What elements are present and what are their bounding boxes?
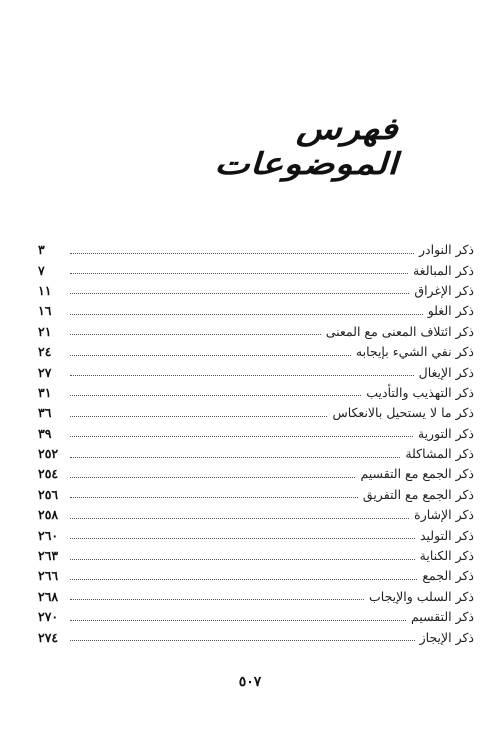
toc-entry-page: ٢٦٣	[38, 548, 59, 564]
toc-entry	[38, 403, 474, 423]
toc-entry-title: ذكر نفي الشيء بإيجابه	[355, 344, 474, 360]
toc-entry-page: ٢٧	[38, 364, 52, 380]
toc-entry-title: ذكر الغلو	[427, 303, 474, 319]
dot-leader	[70, 497, 358, 498]
toc-entry	[38, 566, 474, 586]
page-title-text: فهرس الموضوعات	[214, 112, 398, 182]
dot-leader	[70, 620, 406, 621]
toc-entry	[38, 587, 474, 607]
toc-entry	[38, 607, 474, 627]
toc-entry	[38, 505, 474, 525]
page-title	[150, 112, 398, 182]
toc-entry-title: ذكر الإيغال	[418, 364, 474, 380]
toc-entry-title: ذكر التهذيب والتأديب	[366, 384, 474, 400]
toc-entry-page: ١١	[38, 282, 52, 298]
toc-entry-title: ذكر الإيجاز	[419, 629, 474, 645]
toc-entry-page: ٢٦٨	[38, 588, 59, 604]
toc-entry-page: ٢٥٨	[38, 507, 59, 523]
toc-entry-title: ذكر الجمع	[422, 568, 474, 584]
toc-entry-title: ذكر السلب والإيجاب	[369, 588, 474, 604]
toc-entry-page: ٢٥٦	[38, 486, 59, 502]
toc-entry	[38, 383, 474, 403]
toc-entry	[38, 240, 474, 260]
toc-entry-title: ذكر الإشارة	[414, 507, 474, 523]
toc-entry-title: ذكر التورية	[417, 425, 474, 441]
toc-entry-page: ٣	[38, 242, 45, 258]
dot-leader	[70, 314, 423, 315]
toc-entry	[38, 444, 474, 464]
toc-entry	[38, 260, 474, 280]
toc-entry-title: ذكر الجمع مع التفريق	[362, 486, 474, 502]
dot-leader	[70, 477, 355, 478]
toc-entry	[38, 362, 474, 382]
toc-entry-page: ٢٥٤	[38, 466, 59, 482]
dot-leader	[70, 538, 415, 539]
dot-leader	[70, 640, 415, 641]
toc-entry	[38, 281, 474, 301]
toc-entry	[38, 301, 474, 321]
dot-leader	[70, 355, 351, 356]
toc-entry-title: ذكر الكناية	[419, 548, 474, 564]
toc-entry-title: ذكر ما لا يستحيل بالانعكاس	[332, 405, 474, 421]
dot-leader	[70, 518, 409, 519]
toc-entry-title: ذكر التوليد	[419, 527, 474, 543]
toc-entry-page: ٢٧٠	[38, 609, 59, 625]
dot-leader	[70, 293, 409, 294]
toc-entry-title: ذكر المبالغة	[412, 262, 474, 278]
dot-leader	[70, 579, 417, 580]
toc-entry-title: ذكر المشاكلة	[405, 446, 474, 462]
toc-entry	[38, 525, 474, 545]
dot-leader	[70, 375, 414, 376]
dot-leader	[70, 436, 413, 437]
toc-entry-title: ذكر التقسيم	[410, 609, 474, 625]
toc-entry-page: ٢٧٤	[38, 629, 59, 645]
toc-entry-title: ذكر ائتلاف المعنى مع المعنى	[325, 323, 474, 339]
toc-entry-page: ١٦	[38, 303, 52, 319]
dot-leader	[70, 559, 415, 560]
toc-entry-page: ٢٦٠	[38, 527, 59, 543]
toc-entry-page: ٢٦٦	[38, 568, 59, 584]
toc-entry-page: ٧	[38, 262, 45, 278]
toc-entry	[38, 342, 474, 362]
toc-entry-page: ٣٩	[38, 425, 52, 441]
dot-leader	[70, 395, 361, 396]
toc-entry-title: ذكر النوادر	[419, 242, 474, 258]
dot-leader	[70, 457, 400, 458]
toc-entry-title: ذكر الجمع مع التقسيم	[360, 466, 474, 482]
dot-leader	[70, 599, 364, 600]
toc-entry	[38, 464, 474, 484]
toc-entry-page: ٢٤	[38, 344, 52, 360]
page-number: ٥٠٧	[238, 674, 262, 690]
toc-entry-page: ٢٥٢	[38, 446, 59, 462]
toc-entry-title: ذكر الإغراق	[414, 282, 474, 298]
dot-leader	[70, 416, 327, 417]
dot-leader	[70, 273, 408, 274]
dot-leader	[70, 334, 321, 335]
table-of-contents	[38, 240, 474, 648]
toc-entry	[38, 322, 474, 342]
toc-entry	[38, 424, 474, 444]
toc-entry	[38, 627, 474, 647]
toc-entry	[38, 546, 474, 566]
toc-entry-page: ٣٦	[38, 405, 52, 421]
toc-entry-page: ٢١	[38, 323, 52, 339]
toc-entry	[38, 485, 474, 505]
toc-entry-page: ٣١	[38, 384, 52, 400]
dot-leader	[70, 253, 414, 254]
